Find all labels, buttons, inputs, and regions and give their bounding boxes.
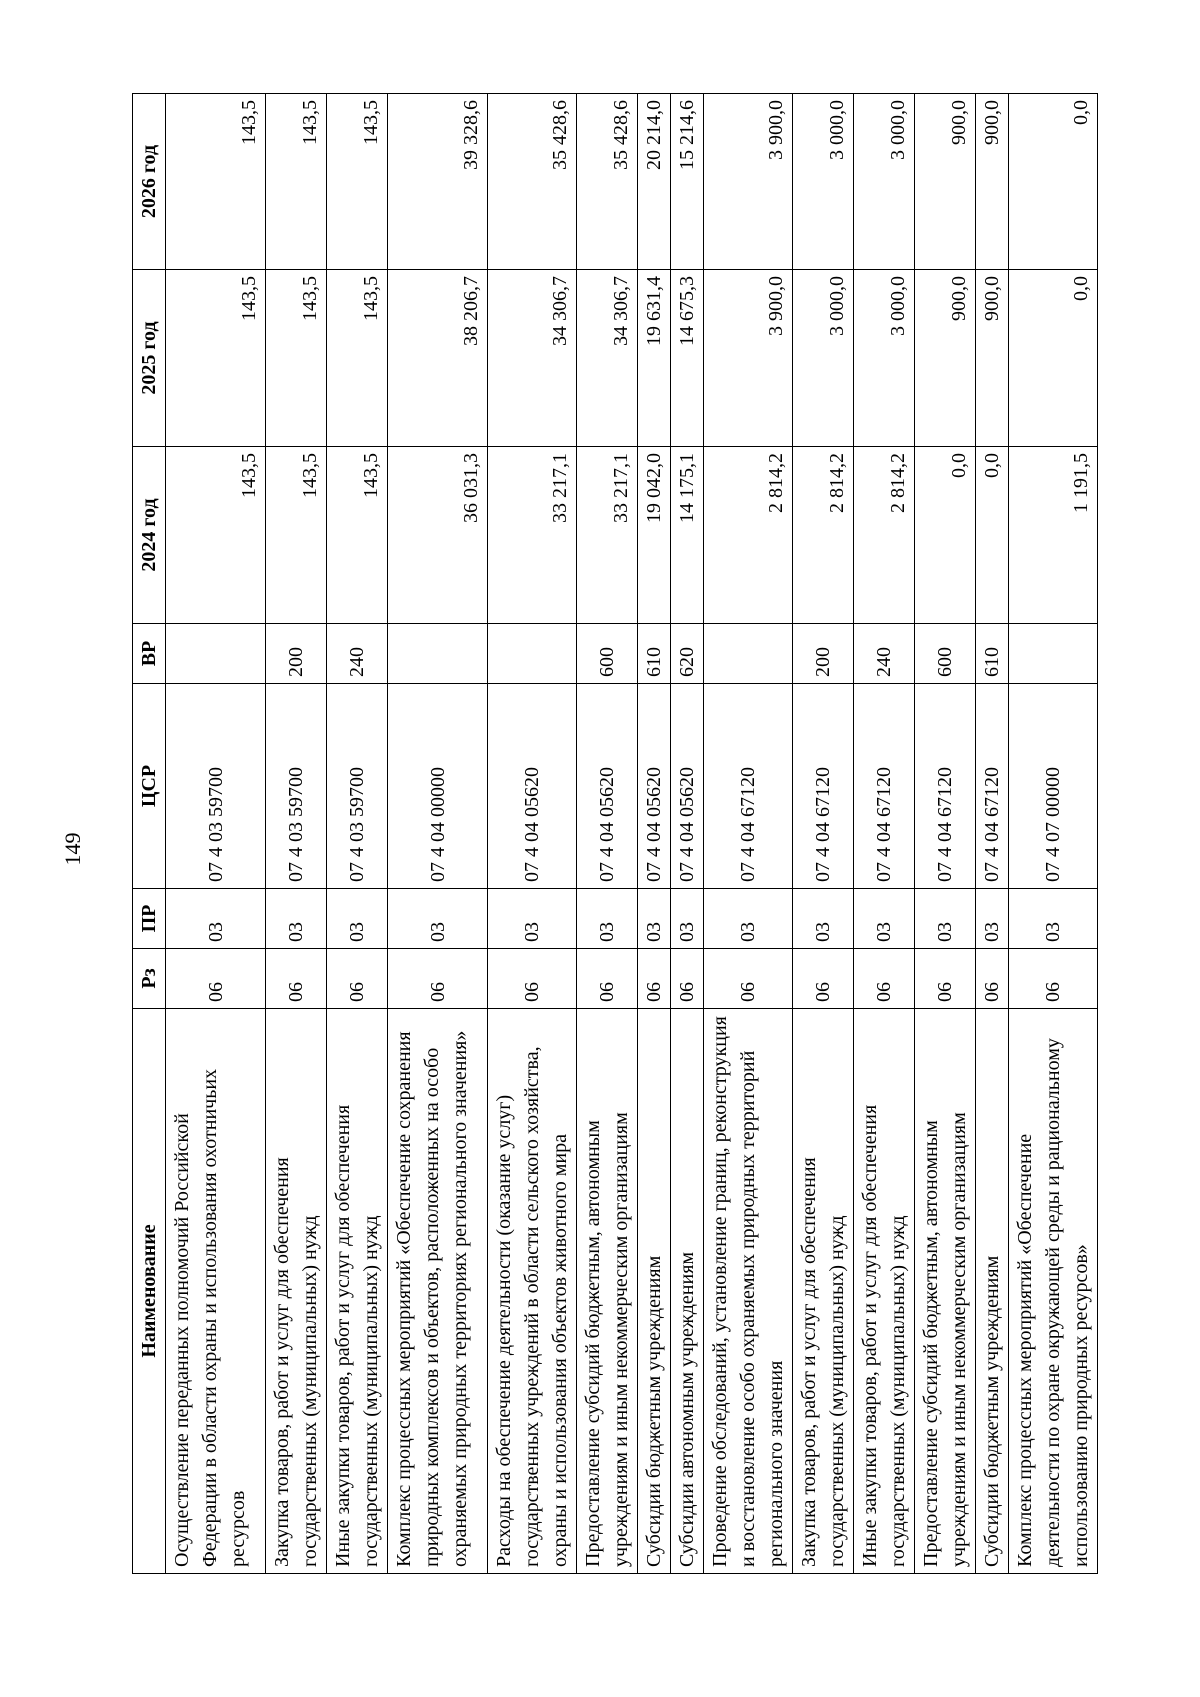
cell-pr: 03 xyxy=(854,889,915,949)
cell-2025: 143,5 xyxy=(266,270,327,447)
table-header-row xyxy=(133,94,166,1574)
cell-rz: 06 xyxy=(1009,949,1098,1009)
cell-pr: 03 xyxy=(388,889,488,949)
table-row xyxy=(976,94,1009,1574)
cell-2024: 33 217,1 xyxy=(577,447,638,624)
cell-csr: 07 4 04 67120 xyxy=(976,684,1009,889)
cell-2025: 900,0 xyxy=(915,270,976,447)
cell-vr: 240 xyxy=(327,624,388,684)
cell-pr: 03 xyxy=(577,889,638,949)
cell-vr: 200 xyxy=(793,624,854,684)
header-2024: 2024 год xyxy=(133,447,166,624)
table-row xyxy=(915,94,976,1574)
cell-2025: 3 000,0 xyxy=(854,270,915,447)
cell-csr: 07 4 04 67120 xyxy=(704,684,793,889)
cell-name: Иные закупки товаров, работ и услуг для обеспечения государственных (муниципальных) нужд xyxy=(327,1009,388,1574)
cell-vr: 240 xyxy=(854,624,915,684)
table-row xyxy=(488,94,577,1574)
cell-name: Субсидии бюджетным учреждениям xyxy=(638,1009,671,1574)
cell-name: Предоставление субсидий бюджетным, автономным учреждениям и иным некоммерческим организациям xyxy=(915,1009,976,1574)
cell-name: Расходы на обеспечение деятельности (оказание услуг) государственных учреждений в области сельского хозяйства, охраны и использования объектов животного мира xyxy=(488,1009,577,1574)
cell-2024: 2 814,2 xyxy=(854,447,915,624)
cell-2026: 143,5 xyxy=(266,94,327,270)
cell-rz: 06 xyxy=(854,949,915,1009)
cell-csr: 07 4 04 67120 xyxy=(854,684,915,889)
cell-name: Закупка товаров, работ и услуг для обеспечения государственных (муниципальных) нужд xyxy=(266,1009,327,1574)
cell-pr: 03 xyxy=(793,889,854,949)
table-row xyxy=(166,94,266,1574)
cell-2024: 19 042,0 xyxy=(638,447,671,624)
cell-pr: 03 xyxy=(704,889,793,949)
cell-name: Иные закупки товаров, работ и услуг для обеспечения государственных (муниципальных) нужд xyxy=(854,1009,915,1574)
cell-pr: 03 xyxy=(166,889,266,949)
header-name: Наименование xyxy=(133,1009,166,1574)
cell-2025: 38 206,7 xyxy=(388,270,488,447)
cell-name: Комплекс процессных мероприятий «Обеспечение деятельности по охране окружающей среды и рациональному использованию природных ресурсов» xyxy=(1009,1009,1098,1574)
cell-vr: 610 xyxy=(976,624,1009,684)
cell-name: Осуществление переданных полномочий Российской Федерации в области охраны и использования охотничьих ресурсов xyxy=(166,1009,266,1574)
cell-2026: 3 900,0 xyxy=(704,94,793,270)
cell-name: Проведение обследований, установление границ, реконструкция и восстановление особо охраняемых природных территорий регионального значения xyxy=(704,1009,793,1574)
header-pr: ПР xyxy=(133,889,166,949)
cell-pr: 03 xyxy=(488,889,577,949)
cell-pr: 03 xyxy=(1009,889,1098,949)
cell-2024: 36 031,3 xyxy=(388,447,488,624)
cell-vr: 600 xyxy=(577,624,638,684)
cell-2025: 900,0 xyxy=(976,270,1009,447)
cell-2024: 2 814,2 xyxy=(793,447,854,624)
cell-2025: 19 631,4 xyxy=(638,270,671,447)
cell-2026: 143,5 xyxy=(166,94,266,270)
cell-2024: 2 814,2 xyxy=(704,447,793,624)
cell-rz: 06 xyxy=(638,949,671,1009)
cell-2026: 15 214,6 xyxy=(671,94,704,270)
cell-2024: 143,5 xyxy=(327,447,388,624)
table-row xyxy=(704,94,793,1574)
cell-2026: 900,0 xyxy=(915,94,976,270)
cell-csr: 07 4 04 05620 xyxy=(638,684,671,889)
cell-vr xyxy=(166,624,266,684)
cell-name: Субсидии автономным учреждениям xyxy=(671,1009,704,1574)
table-row xyxy=(793,94,854,1574)
cell-name: Субсидии бюджетным учреждениям xyxy=(976,1009,1009,1574)
cell-2026: 35 428,6 xyxy=(577,94,638,270)
cell-csr: 07 4 04 05620 xyxy=(671,684,704,889)
cell-pr: 03 xyxy=(915,889,976,949)
cell-rz: 06 xyxy=(577,949,638,1009)
cell-csr: 07 4 04 05620 xyxy=(577,684,638,889)
header-2025: 2025 год xyxy=(133,270,166,447)
cell-csr: 07 4 03 59700 xyxy=(327,684,388,889)
cell-pr: 03 xyxy=(638,889,671,949)
cell-2024: 143,5 xyxy=(266,447,327,624)
cell-2025: 0,0 xyxy=(1009,270,1098,447)
cell-pr: 03 xyxy=(976,889,1009,949)
cell-pr: 03 xyxy=(327,889,388,949)
table-row xyxy=(266,94,327,1574)
cell-2024: 14 175,1 xyxy=(671,447,704,624)
cell-vr: 620 xyxy=(671,624,704,684)
cell-csr: 07 4 04 00000 xyxy=(388,684,488,889)
cell-rz: 06 xyxy=(166,949,266,1009)
cell-2024: 0,0 xyxy=(915,447,976,624)
cell-rz: 06 xyxy=(488,949,577,1009)
cell-vr: 610 xyxy=(638,624,671,684)
cell-2026: 20 214,0 xyxy=(638,94,671,270)
header-rz: Рз xyxy=(133,949,166,1009)
cell-2026: 39 328,6 xyxy=(388,94,488,270)
cell-vr xyxy=(488,624,577,684)
header-2026: 2026 год xyxy=(133,94,166,270)
cell-2024: 143,5 xyxy=(166,447,266,624)
cell-2025: 14 675,3 xyxy=(671,270,704,447)
cell-vr xyxy=(704,624,793,684)
cell-rz: 06 xyxy=(976,949,1009,1009)
table-body xyxy=(166,94,1098,1574)
page-number: 149 xyxy=(60,832,85,866)
table-row xyxy=(1009,94,1098,1574)
cell-2025: 143,5 xyxy=(327,270,388,447)
cell-vr: 600 xyxy=(915,624,976,684)
cell-name: Предоставление субсидий бюджетным, автономным учреждениям и иным некоммерческим организациям xyxy=(577,1009,638,1574)
header-csr: ЦСР xyxy=(133,684,166,889)
cell-rz: 06 xyxy=(704,949,793,1009)
cell-2025: 3 900,0 xyxy=(704,270,793,447)
cell-rz: 06 xyxy=(266,949,327,1009)
cell-2024: 33 217,1 xyxy=(488,447,577,624)
cell-csr: 07 4 03 59700 xyxy=(166,684,266,889)
cell-csr: 07 4 04 67120 xyxy=(793,684,854,889)
cell-2024: 1 191,5 xyxy=(1009,447,1098,624)
cell-vr xyxy=(1009,624,1098,684)
cell-vr: 200 xyxy=(266,624,327,684)
cell-pr: 03 xyxy=(266,889,327,949)
cell-csr: 07 4 07 00000 xyxy=(1009,684,1098,889)
cell-2026: 3 000,0 xyxy=(793,94,854,270)
table-row xyxy=(577,94,638,1574)
table-row xyxy=(638,94,671,1574)
table-row xyxy=(388,94,488,1574)
table-row xyxy=(671,94,704,1574)
cell-vr xyxy=(388,624,488,684)
cell-pr: 03 xyxy=(671,889,704,949)
cell-2025: 3 000,0 xyxy=(793,270,854,447)
rotated-page xyxy=(132,94,1092,1574)
cell-2024: 0,0 xyxy=(976,447,1009,624)
cell-name: Комплекс процессных мероприятий «Обеспечение сохранения природных комплексов и объектов, расположенных на особо охраняемых природных территориях регионального значения» xyxy=(388,1009,488,1574)
cell-csr: 07 4 04 05620 xyxy=(488,684,577,889)
budget-table xyxy=(132,93,1098,1574)
cell-2025: 34 306,7 xyxy=(577,270,638,447)
header-vr: ВР xyxy=(133,624,166,684)
cell-rz: 06 xyxy=(915,949,976,1009)
cell-2026: 900,0 xyxy=(976,94,1009,270)
cell-rz: 06 xyxy=(793,949,854,1009)
cell-rz: 06 xyxy=(671,949,704,1009)
cell-name: Закупка товаров, работ и услуг для обеспечения государственных (муниципальных) нужд xyxy=(793,1009,854,1574)
cell-2025: 34 306,7 xyxy=(488,270,577,447)
cell-2025: 143,5 xyxy=(166,270,266,447)
cell-csr: 07 4 04 67120 xyxy=(915,684,976,889)
cell-2026: 0,0 xyxy=(1009,94,1098,270)
cell-2026: 35 428,6 xyxy=(488,94,577,270)
cell-rz: 06 xyxy=(388,949,488,1009)
cell-rz: 06 xyxy=(327,949,388,1009)
table-row xyxy=(327,94,388,1574)
table-row xyxy=(854,94,915,1574)
cell-2026: 143,5 xyxy=(327,94,388,270)
cell-csr: 07 4 03 59700 xyxy=(266,684,327,889)
cell-2026: 3 000,0 xyxy=(854,94,915,270)
